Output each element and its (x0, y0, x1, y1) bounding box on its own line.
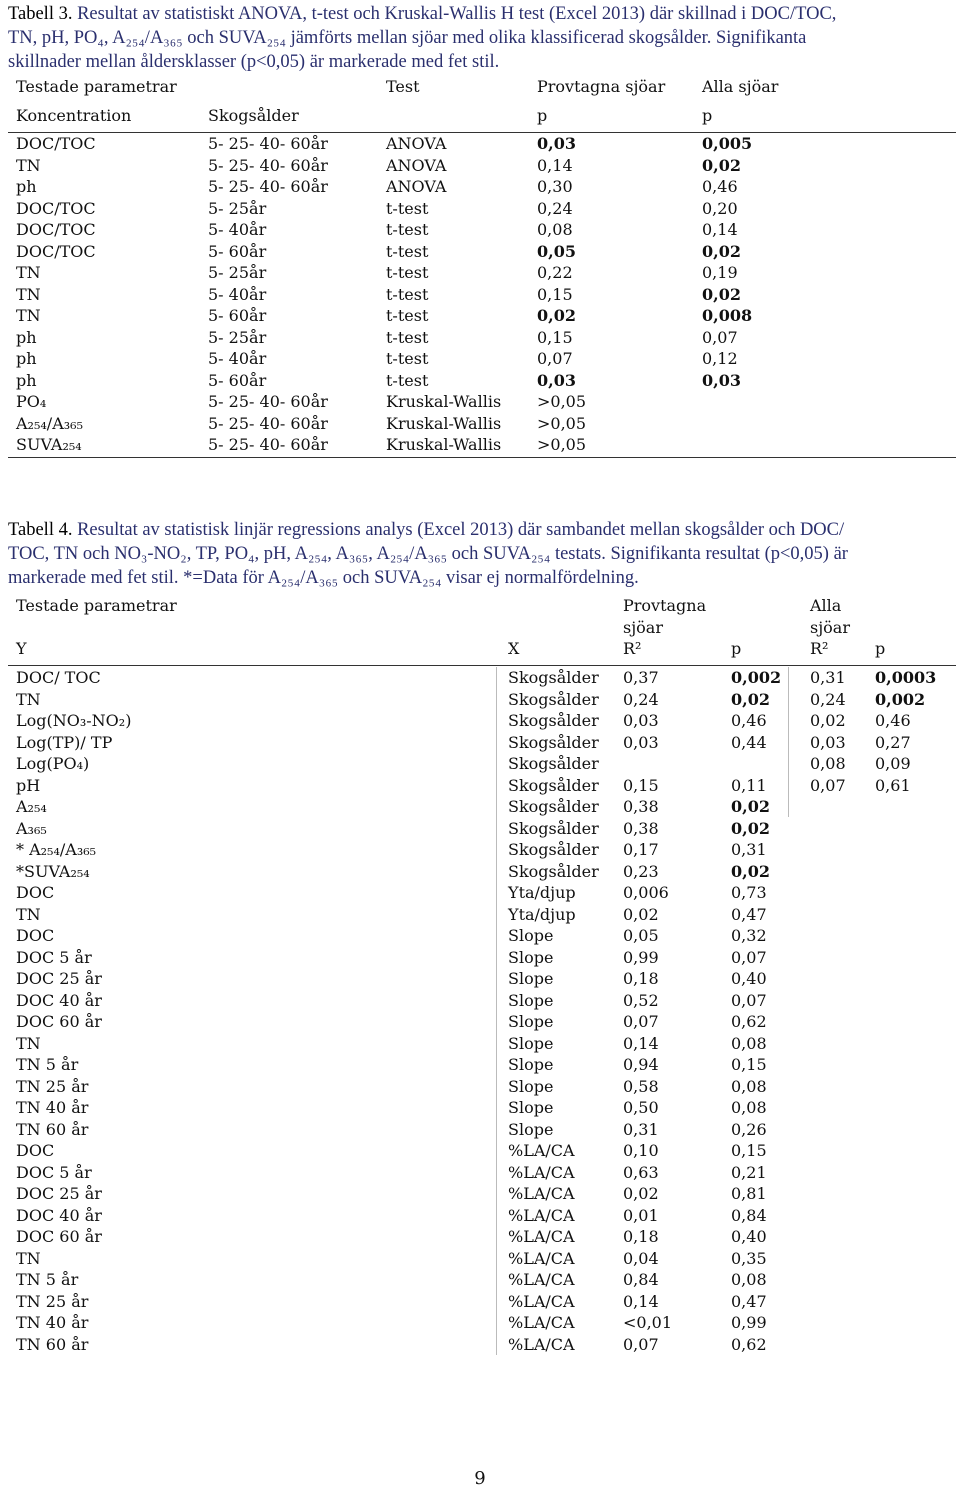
table-row (8, 818, 956, 840)
cell-r2-provtagna: 0,10 (623, 1141, 659, 1160)
table-row (8, 1033, 956, 1055)
cell-y: DOC 5 år (16, 947, 92, 967)
cell-x: Skogsålder (508, 861, 599, 881)
cell-p-alla: 0,02 (702, 284, 741, 304)
cell-r2-provtagna: 0,84 (623, 1270, 659, 1289)
table4-caption (8, 518, 952, 590)
cell-p-alla: 0,008 (702, 306, 753, 325)
table4-caption-line1: Resultat av statistisk linjär regressions analys (Excel 2013) där sambandet mellan skogsålder och DOC/ (77, 520, 845, 540)
table-row (8, 413, 956, 435)
cell-x: %LA/CA (508, 1248, 575, 1268)
cell-p-alla: 0,12 (702, 349, 738, 368)
table-row (8, 1119, 956, 1141)
cell-r2-provtagna: 0,02 (623, 904, 659, 924)
cell-p-alla: 0,46 (875, 711, 911, 730)
cell-r2-provtagna: 0,23 (623, 861, 659, 881)
table4-caption-line3: markerade med fet stil. *=Data för A₂₅₄/A₃₆₅ och SUVA₂₅₄ visar ej normalfördelning. (8, 568, 639, 588)
table4-caption-line2: TOC, TN och NO₃-NO₂, TP, PO₄, pH, A₂₅₄, A₃₆₅, A₂₅₄/A₃₆₅ och SUVA₂₅₄ testats. Signifikanta resultat (p<0,05) är (8, 544, 848, 564)
table4-header-p-prov: p (731, 639, 742, 658)
table-row (8, 710, 956, 732)
table-row (8, 1140, 956, 1162)
cell-p-alla: 0,02 (702, 241, 741, 261)
cell-p-provtagna: 0,08 (731, 1098, 767, 1117)
cell-x: %LA/CA (508, 1162, 575, 1182)
cell-p-alla: 0,005 (702, 134, 753, 153)
cell-y: TN 5 år (16, 1055, 79, 1074)
cell-skogsalder: 5- 40år (208, 284, 267, 304)
cell-y: DOC/ TOC (16, 668, 101, 687)
cell-p-provtagna: >0,05 (537, 435, 587, 454)
cell-test: t-test (386, 241, 429, 261)
cell-test: t-test (386, 349, 429, 368)
cell-p-alla: 0,03 (702, 370, 741, 390)
cell-r2-provtagna: 0,14 (623, 1291, 659, 1311)
cell-y: DOC (16, 883, 55, 902)
cell-p-provtagna: 0,81 (731, 1184, 767, 1203)
cell-r2-provtagna: <0,01 (623, 1313, 673, 1332)
cell-x: %LA/CA (508, 1334, 575, 1354)
cell-r2-provtagna: 0,04 (623, 1248, 659, 1268)
table-row (8, 241, 956, 263)
table-row (8, 839, 956, 861)
cell-r2-provtagna: 0,14 (623, 1033, 659, 1053)
table4-header-r2-prov: R² (623, 639, 642, 658)
table-row (8, 689, 956, 711)
cell-y: TN 60 år (16, 1119, 89, 1139)
cell-r2-provtagna: 0,38 (623, 818, 659, 838)
cell-x: Slope (508, 926, 554, 945)
table3-caption-line2: TN, pH, PO₄, A₂₅₄/A₃₆₅ och SUVA₂₅₄ jämförts mellan sjöar med olika klassificerad skogsålder. Signifikanta (8, 28, 807, 48)
cell-p-provtagna: 0,15 (731, 1141, 767, 1160)
table-row (8, 434, 956, 456)
cell-r2-provtagna: 0,07 (623, 1012, 659, 1031)
table-row (8, 1248, 956, 1270)
table-row (8, 219, 956, 241)
cell-y: DOC 40 år (16, 1205, 102, 1225)
cell-x: Skogsålder (508, 754, 599, 773)
cell-x: Yta/djup (508, 883, 576, 902)
table-row (8, 1291, 956, 1313)
table-row (8, 1054, 956, 1076)
cell-x: %LA/CA (508, 1205, 575, 1225)
cell-p-provtagna: 0,05 (537, 241, 576, 261)
cell-koncentration: SUVA₂₅₄ (16, 435, 82, 454)
cell-p-provtagna: 0,35 (731, 1248, 767, 1268)
cell-koncentration: PO₄ (16, 392, 47, 411)
table-row (8, 370, 956, 392)
cell-koncentration: ph (16, 349, 37, 368)
cell-x: Slope (508, 1098, 554, 1117)
cell-x: Skogsålder (508, 775, 599, 795)
cell-p-alla: 0,14 (702, 220, 738, 239)
cell-r2-provtagna: 0,05 (623, 926, 659, 945)
cell-skogsalder: 5- 25- 40- 60år (208, 392, 328, 411)
table4-header-alla-sjoar: sjöar (810, 617, 850, 637)
cell-x: %LA/CA (508, 1141, 575, 1160)
table4-header-y: Y (16, 639, 27, 658)
table4-header-r2-alla: R² (810, 639, 829, 658)
cell-skogsalder: 5- 40år (208, 220, 267, 239)
cell-p-provtagna: 0,15 (537, 327, 573, 347)
cell-p-provtagna: 0,24 (537, 198, 573, 218)
cell-x: Skogsålder (508, 797, 599, 816)
cell-p-provtagna: 0,03 (537, 370, 576, 390)
table4 (8, 595, 956, 1354)
table-row (8, 904, 956, 926)
cell-r2-provtagna: 0,17 (623, 840, 659, 859)
cell-test: t-test (386, 198, 429, 218)
cell-p-alla: 0,61 (875, 775, 911, 795)
cell-skogsalder: 5- 25år (208, 263, 267, 282)
table-row (8, 775, 956, 797)
cell-test: t-test (386, 263, 429, 282)
cell-koncentration: DOC/TOC (16, 220, 96, 239)
table-row (8, 391, 956, 413)
table-row (8, 1162, 956, 1184)
cell-p-provtagna: 0,11 (731, 775, 767, 795)
cell-x: Yta/djup (508, 904, 576, 924)
cell-r2-provtagna: 0,94 (623, 1055, 659, 1074)
cell-y: DOC 5 år (16, 1162, 92, 1182)
cell-skogsalder: 5- 60år (208, 370, 267, 390)
cell-r2-provtagna: 0,24 (623, 689, 659, 709)
cell-y: TN 40 år (16, 1098, 89, 1117)
cell-koncentration: DOC/TOC (16, 241, 96, 261)
cell-r2-provtagna: 0,006 (623, 883, 669, 902)
cell-skogsalder: 5- 60år (208, 241, 267, 261)
cell-r2-alla: 0,03 (810, 732, 846, 752)
table-row (8, 861, 956, 883)
cell-p-provtagna: 0,03 (537, 134, 576, 153)
cell-p-provtagna: 0,44 (731, 732, 767, 752)
cell-x: Slope (508, 947, 554, 967)
cell-y: Log(TP)/ TP (16, 732, 113, 752)
cell-r2-alla: 0,24 (810, 689, 846, 709)
cell-test: Kruskal-Wallis (386, 392, 502, 411)
cell-test: t-test (386, 370, 429, 390)
table-row (8, 947, 956, 969)
cell-p-provtagna: 0,02 (731, 689, 770, 709)
table-row (8, 348, 956, 370)
cell-y: A₃₆₅ (16, 818, 47, 838)
cell-y: TN (16, 689, 41, 709)
cell-skogsalder: 5- 25- 40- 60år (208, 435, 328, 454)
cell-r2-provtagna: 0,01 (623, 1205, 659, 1225)
cell-y: pH (16, 775, 41, 795)
cell-r2-provtagna: 0,52 (623, 990, 659, 1010)
cell-y: DOC 60 år (16, 1227, 102, 1246)
cell-x: %LA/CA (508, 1227, 575, 1246)
cell-r2-provtagna: 0,03 (623, 732, 659, 752)
cell-p-provtagna: 0,08 (731, 1033, 767, 1053)
cell-y: DOC (16, 926, 55, 945)
table3-header-koncentration: Koncentration (16, 105, 132, 125)
cell-test: Kruskal-Wallis (386, 413, 502, 433)
table-row (8, 284, 956, 306)
table-row (8, 968, 956, 990)
cell-test: t-test (386, 306, 429, 325)
table4-header-row1 (8, 595, 956, 617)
cell-x: Skogsålder (508, 689, 599, 709)
cell-r2-provtagna: 0,99 (623, 947, 659, 967)
cell-p-provtagna: 0,32 (731, 926, 767, 945)
cell-test: ANOVA (386, 177, 447, 196)
cell-p-provtagna: 0,07 (731, 990, 767, 1010)
cell-p-provtagna: 0,84 (731, 1205, 767, 1225)
cell-r2-alla: 0,02 (810, 711, 846, 730)
cell-y: DOC 60 år (16, 1012, 102, 1031)
table4-header-params: Testade parametrar (16, 596, 177, 615)
cell-x: Slope (508, 990, 554, 1010)
table-row (8, 155, 956, 177)
cell-r2-provtagna: 0,38 (623, 797, 659, 816)
cell-p-provtagna: 0,02 (537, 306, 576, 325)
table3-caption-label: Tabell 3. (8, 4, 73, 24)
cell-p-provtagna: 0,07 (731, 947, 767, 967)
cell-koncentration: ph (16, 177, 37, 196)
table3-caption (8, 2, 952, 74)
table-row (8, 990, 956, 1012)
cell-p-alla: 0,46 (702, 177, 738, 196)
table3-header-row1 (8, 76, 956, 98)
table3-header-row2 (8, 105, 956, 127)
table-row (8, 1226, 956, 1248)
cell-x: Skogsålder (508, 840, 599, 859)
table-row (8, 796, 956, 818)
table-row (8, 305, 956, 327)
cell-y: DOC (16, 1141, 55, 1160)
cell-y: TN (16, 904, 41, 924)
cell-p-provtagna: 0,62 (731, 1334, 767, 1354)
cell-x: %LA/CA (508, 1270, 575, 1289)
table4-header-rule (8, 665, 956, 666)
cell-p-provtagna: 0,73 (731, 883, 767, 902)
cell-p-provtagna: 0,46 (731, 711, 767, 730)
cell-r2-provtagna: 0,18 (623, 1227, 659, 1246)
cell-y: TN 25 år (16, 1076, 89, 1096)
cell-p-provtagna: 0,14 (537, 155, 573, 175)
table-row (8, 198, 956, 220)
cell-y: DOC 25 år (16, 969, 102, 988)
cell-x: Slope (508, 1012, 554, 1031)
table4-header-p-alla: p (875, 639, 886, 658)
cell-test: ANOVA (386, 155, 447, 175)
cell-koncentration: ph (16, 370, 37, 390)
table-row (8, 133, 956, 155)
cell-skogsalder: 5- 25- 40- 60år (208, 155, 328, 175)
table3-header-p2: p (702, 105, 713, 125)
cell-y: TN 40 år (16, 1313, 89, 1332)
table-row (8, 667, 956, 689)
cell-koncentration: TN (16, 284, 41, 304)
table-row (8, 732, 956, 754)
cell-test: t-test (386, 220, 429, 239)
cell-p-provtagna: 0,15 (537, 284, 573, 304)
table4-header-alla: Alla (810, 596, 842, 615)
cell-test: ANOVA (386, 134, 447, 153)
table3-header-p1: p (537, 105, 548, 125)
cell-p-alla: 0,02 (702, 155, 741, 175)
cell-p-provtagna: 0,99 (731, 1313, 767, 1332)
cell-p-provtagna: 0,47 (731, 904, 767, 924)
table-row (8, 753, 956, 775)
cell-koncentration: TN (16, 155, 41, 175)
table4-header-row1b (8, 617, 956, 639)
cell-skogsalder: 5- 60år (208, 306, 267, 325)
cell-x: Skogsålder (508, 818, 599, 838)
cell-p-provtagna: 0,08 (731, 1076, 767, 1096)
cell-r2-provtagna: 0,63 (623, 1162, 659, 1182)
page-number: 9 (474, 1468, 486, 1489)
cell-p-provtagna: 0,30 (537, 177, 573, 196)
cell-r2-provtagna: 0,31 (623, 1119, 659, 1139)
cell-r2-alla: 0,08 (810, 754, 846, 773)
cell-p-provtagna: 0,02 (731, 818, 770, 838)
cell-r2-provtagna: 0,02 (623, 1184, 659, 1203)
cell-r2-alla: 0,31 (810, 668, 846, 687)
table3-header-alla: Alla sjöar (702, 77, 779, 96)
table3-header-test: Test (386, 77, 420, 96)
cell-r2-provtagna: 0,18 (623, 969, 659, 988)
cell-y: * A₂₅₄/A₃₆₅ (16, 840, 97, 859)
cell-test: t-test (386, 327, 429, 347)
cell-x: Skogsålder (508, 711, 599, 730)
cell-skogsalder: 5- 25- 40- 60år (208, 177, 328, 196)
cell-koncentration: DOC/TOC (16, 198, 96, 218)
cell-p-provtagna: 0,31 (731, 840, 767, 859)
cell-p-provtagna: 0,26 (731, 1119, 767, 1139)
cell-y: DOC 40 år (16, 990, 102, 1010)
table4-caption-label: Tabell 4. (8, 520, 73, 540)
cell-skogsalder: 5- 25- 40- 60år (208, 134, 328, 153)
table-row (8, 1312, 956, 1334)
cell-r2-provtagna: 0,15 (623, 775, 659, 795)
cell-test: t-test (386, 284, 429, 304)
table4-header-x: X (508, 639, 520, 658)
table3-bottom-rule (8, 457, 956, 458)
cell-p-provtagna: 0,62 (731, 1012, 767, 1031)
table4-body (8, 667, 956, 1355)
table-row (8, 1011, 956, 1033)
cell-p-provtagna: 0,02 (731, 797, 770, 816)
table-row (8, 1183, 956, 1205)
cell-y: Log(PO₄) (16, 754, 90, 773)
table3-header-skogsalder: Skogsålder (208, 105, 299, 125)
cell-p-provtagna: 0,07 (537, 349, 573, 368)
cell-skogsalder: 5- 25år (208, 198, 267, 218)
cell-y: TN (16, 1033, 41, 1053)
table3-header-provtagna: Provtagna sjöar (537, 77, 666, 96)
table-row (8, 1269, 956, 1291)
cell-y: DOC 25 år (16, 1184, 102, 1203)
cell-y: TN (16, 1248, 41, 1268)
cell-p-provtagna: 0,08 (731, 1270, 767, 1289)
cell-x: Slope (508, 1055, 554, 1074)
cell-p-alla: 0,27 (875, 732, 911, 752)
table-row (8, 1205, 956, 1227)
cell-r2-provtagna: 0,07 (623, 1334, 659, 1354)
cell-koncentration: ph (16, 327, 37, 347)
cell-r2-provtagna: 0,50 (623, 1098, 659, 1117)
cell-x: %LA/CA (508, 1313, 575, 1332)
cell-p-provtagna: 0,02 (731, 861, 770, 881)
cell-skogsalder: 5- 40år (208, 349, 267, 368)
cell-p-provtagna: 0,15 (731, 1055, 767, 1074)
cell-test: Kruskal-Wallis (386, 435, 502, 454)
cell-p-provtagna: >0,05 (537, 392, 587, 411)
cell-p-provtagna: 0,40 (731, 1227, 767, 1246)
cell-p-alla: 0,07 (702, 327, 738, 347)
table-row (8, 1097, 956, 1119)
cell-x: %LA/CA (508, 1291, 575, 1311)
cell-p-provtagna: >0,05 (537, 413, 587, 433)
cell-r2-provtagna: 0,58 (623, 1076, 659, 1096)
cell-x: Slope (508, 1033, 554, 1053)
table3-caption-line1: Resultat av statistiskt ANOVA, t-test och Kruskal-Wallis H test (Excel 2013) där skillnad i DOC/TOC, (77, 4, 837, 24)
table-row (8, 327, 956, 349)
table-row (8, 925, 956, 947)
table4-header-row2 (8, 638, 956, 660)
cell-koncentration: DOC/TOC (16, 134, 96, 153)
table3-header-params: Testade parametrar (16, 77, 177, 96)
cell-y: *SUVA₂₅₄ (16, 861, 90, 881)
cell-x: %LA/CA (508, 1184, 575, 1203)
table-row (8, 176, 956, 198)
cell-p-alla: 0,20 (702, 198, 738, 218)
cell-koncentration: A₂₅₄/A₃₆₅ (16, 413, 83, 433)
cell-y: A₂₅₄ (16, 797, 47, 816)
cell-x: Slope (508, 969, 554, 988)
cell-r2-alla: 0,07 (810, 775, 846, 795)
cell-koncentration: TN (16, 306, 41, 325)
cell-p-alla: 0,09 (875, 754, 911, 773)
cell-skogsalder: 5- 25- 40- 60år (208, 413, 328, 433)
table3-body (8, 133, 956, 456)
cell-koncentration: TN (16, 263, 41, 282)
cell-y: TN 25 år (16, 1291, 89, 1311)
cell-skogsalder: 5- 25år (208, 327, 267, 347)
cell-x: Slope (508, 1119, 554, 1139)
cell-x: Slope (508, 1076, 554, 1096)
cell-y: TN 5 år (16, 1270, 79, 1289)
table4-header-provtagna: Provtagna (623, 596, 707, 615)
table-row (8, 1076, 956, 1098)
table3-caption-line3: skillnader mellan åldersklasser (p<0,05) är markerade med fet stil. (8, 52, 500, 72)
cell-p-alla: 0,0003 (875, 668, 937, 687)
cell-x: Skogsålder (508, 732, 599, 752)
table-row (8, 882, 956, 904)
table-row (8, 262, 956, 284)
cell-y: Log(NO₃-NO₂) (16, 711, 132, 730)
cell-p-provtagna: 0,40 (731, 969, 767, 988)
cell-p-alla: 0,19 (702, 263, 738, 282)
cell-p-provtagna: 0,47 (731, 1291, 767, 1311)
cell-p-alla: 0,002 (875, 689, 926, 709)
cell-p-provtagna: 0,002 (731, 668, 782, 687)
cell-p-provtagna: 0,21 (731, 1162, 767, 1182)
cell-x: Skogsålder (508, 668, 599, 687)
cell-y: TN 60 år (16, 1334, 89, 1354)
cell-p-provtagna: 0,08 (537, 220, 573, 239)
cell-p-provtagna: 0,22 (537, 263, 573, 282)
cell-r2-provtagna: 0,37 (623, 668, 659, 687)
cell-r2-provtagna: 0,03 (623, 711, 659, 730)
table-row (8, 1334, 956, 1356)
table3 (8, 76, 956, 454)
table4-header-provtagna-sjoar: sjöar (623, 617, 663, 637)
